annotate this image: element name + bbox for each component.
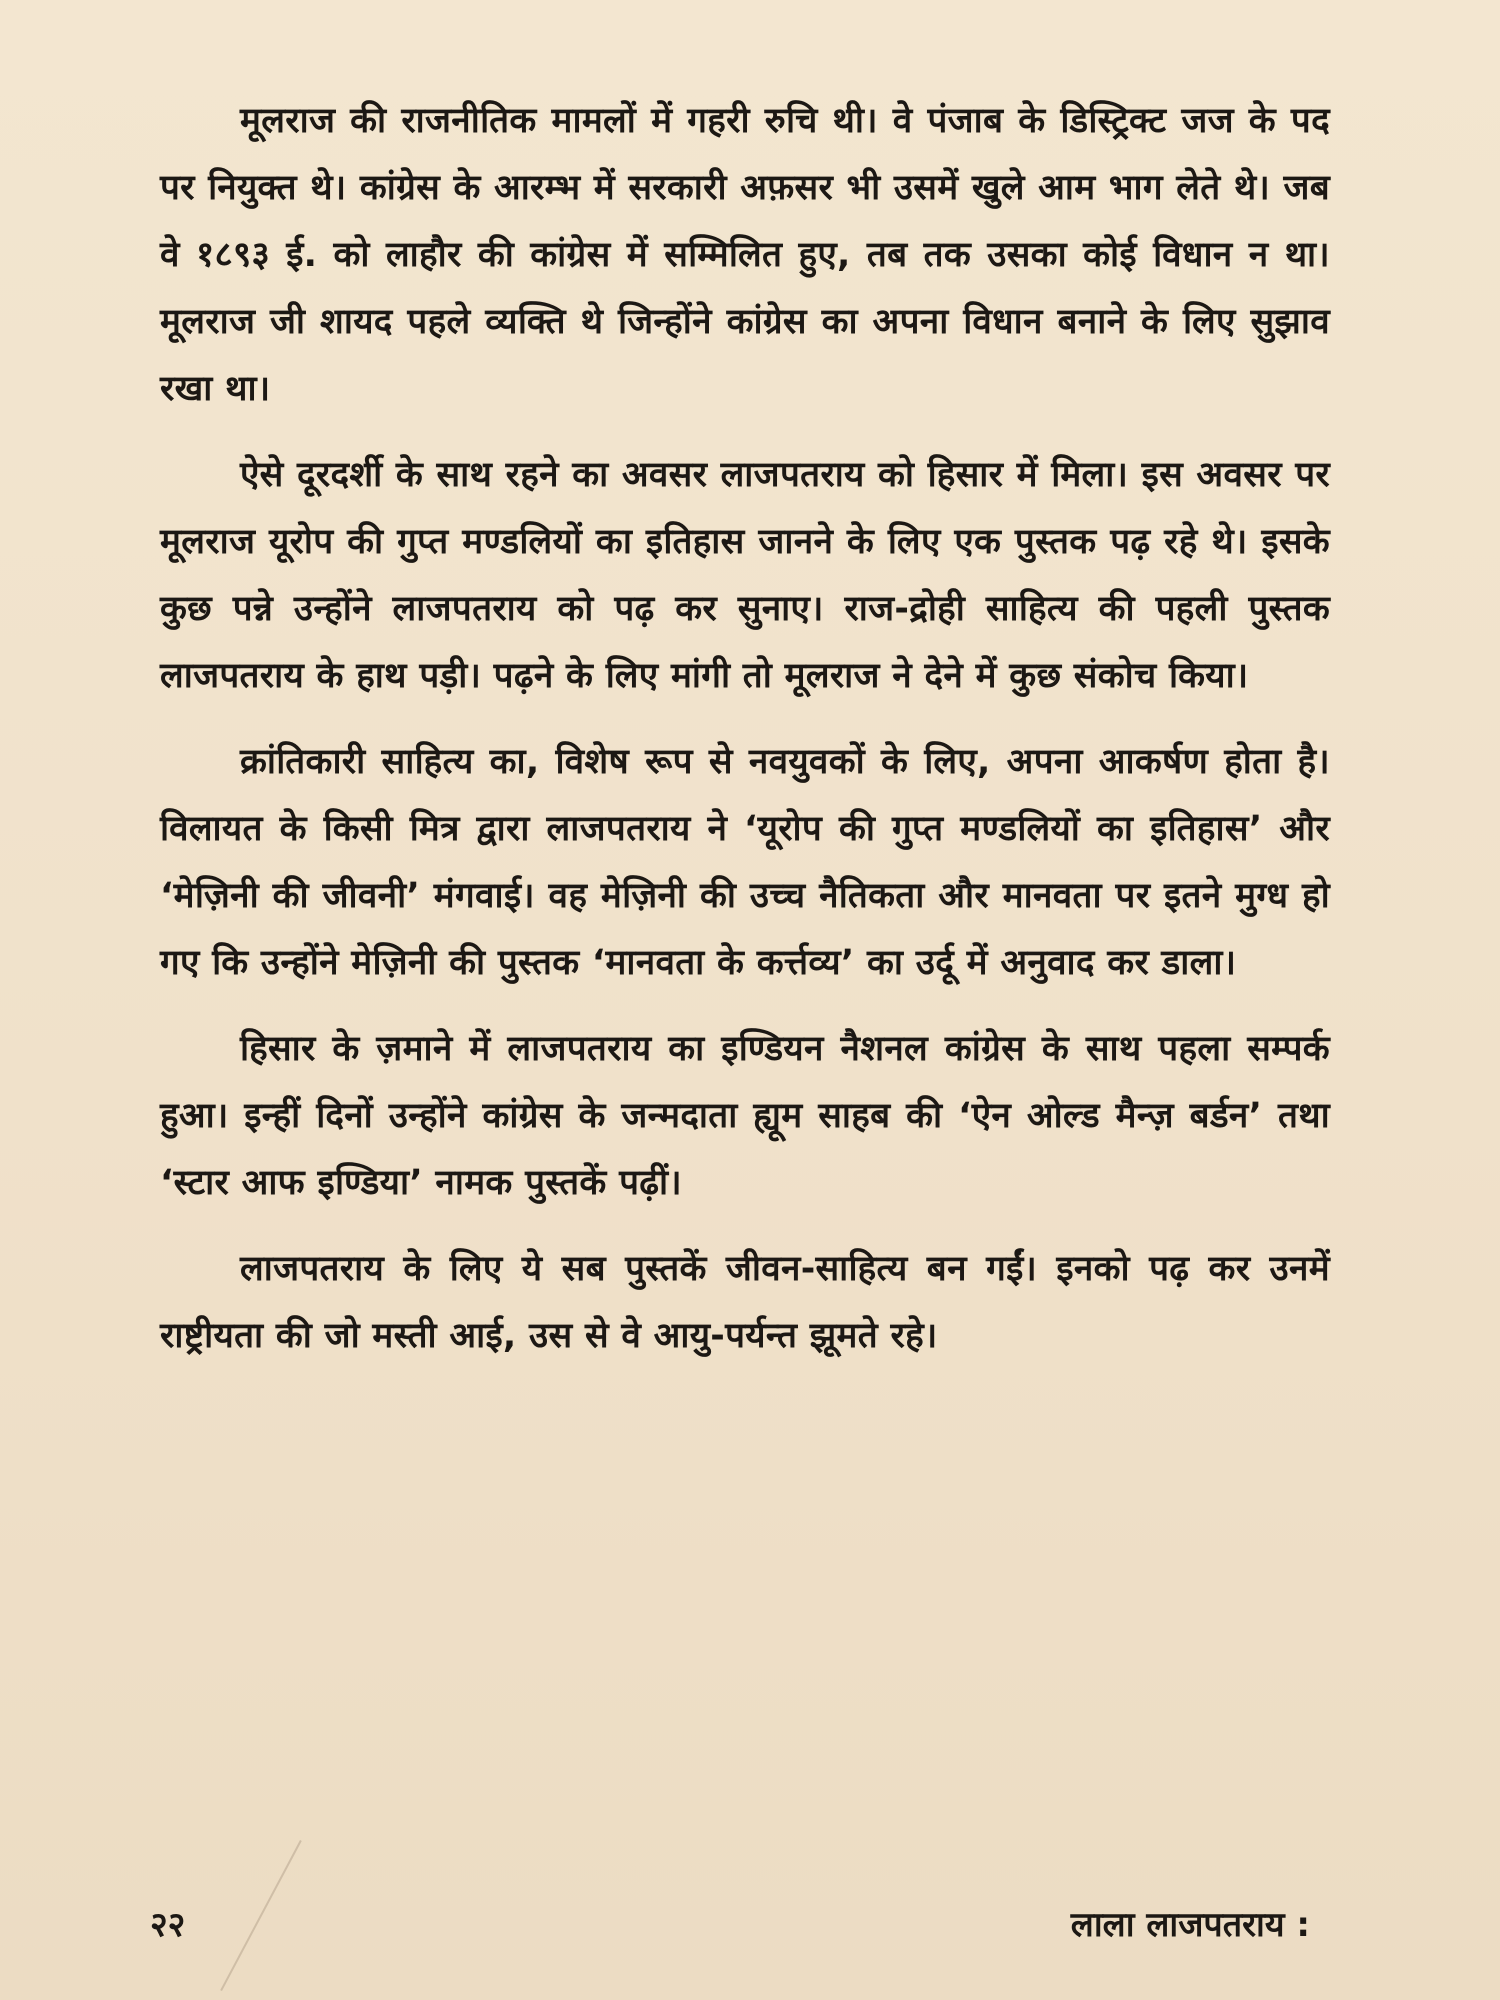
paragraph-2: ऐसे दूरदर्शी के साथ रहने का अवसर लाजपतराय को हिसार में मिला। इस अवसर पर मूलराज यूरोप की गुप्त मण्डलियों का इतिहास जानने के लिए एक पुस्तक पढ़ रहे थे। इसके कुछ पन्ने उन्होंने लाजपतराय को पढ़ कर सुनाए। राज-द्रोही साहित्य की पहली पुस्तक लाजपतराय के हाथ पड़ी। पढ़ने के लिए मांगी तो मूलराज ने देने में कुछ संकोच किया। [160, 455, 1330, 696]
paragraph-4: हिसार के ज़माने में लाजपतराय का इण्डियन नैशनल कांग्रेस के साथ पहला सम्पर्क हुआ। इन्हीं दिनों उन्होंने कांग्रेस के जन्मदाता ह्यूम साहब की ‘ऐन ओल्ड मैन्ज़ बर्डन’ तथा ‘स्टार आफ इण्डिया’ नामक पुस्तकें पढ़ीं। [160, 1029, 1330, 1203]
paper-crease [220, 1840, 302, 1991]
paragraph-5: लाजपतराय के लिए ये सब पुस्तकें जीवन-साहित्य बन गईं। इनको पढ़ कर उनमें राष्ट्रीयता की जो मस्ती आई, उस से वे आयु-पर्यन्त झूमते रहे। [160, 1249, 1330, 1356]
paragraph-1: मूलराज की राजनीतिक मामलों में गहरी रुचि थी। वे पंजाब के डिस्ट्रिक्ट जज के पद पर नियुक्त थे। कांग्रेस के आरम्भ में सरकारी अफ़सर भी उसमें खुले आम भाग लेते थे। जब वे १८९३ ई. को लाहौर की कांग्रेस में सम्मिलित हुए, तब तक उसका कोई विधान न था। मूलराज जी शायद पहले व्यक्ति थे जिन्होंने कांग्रेस का अपना विधान बनाने के लिए सुझाव रखा था। [160, 101, 1330, 409]
running-title: लाला लाजपतराय : [1070, 1905, 1310, 1945]
body-text [160, 88, 1330, 1389]
page-number: २२ [150, 1905, 186, 1945]
paragraph-3: क्रांतिकारी साहित्य का, विशेष रूप से नवयुवकों के लिए, अपना आकर्षण होता है। विलायत के किसी मित्र द्वारा लाजपतराय ने ‘यूरोप की गुप्त मण्डलियों का इतिहास’ और ‘मेज़िनी की जीवनी’ मंगवाई। वह मेज़िनी की उच्च नैतिकता और मानवता पर इतने मुग्ध हो गए कि उन्होंने मेज़िनी की पुस्तक ‘मानवता के कर्त्तव्य’ का उर्दू में अनुवाद कर डाला। [160, 742, 1330, 983]
